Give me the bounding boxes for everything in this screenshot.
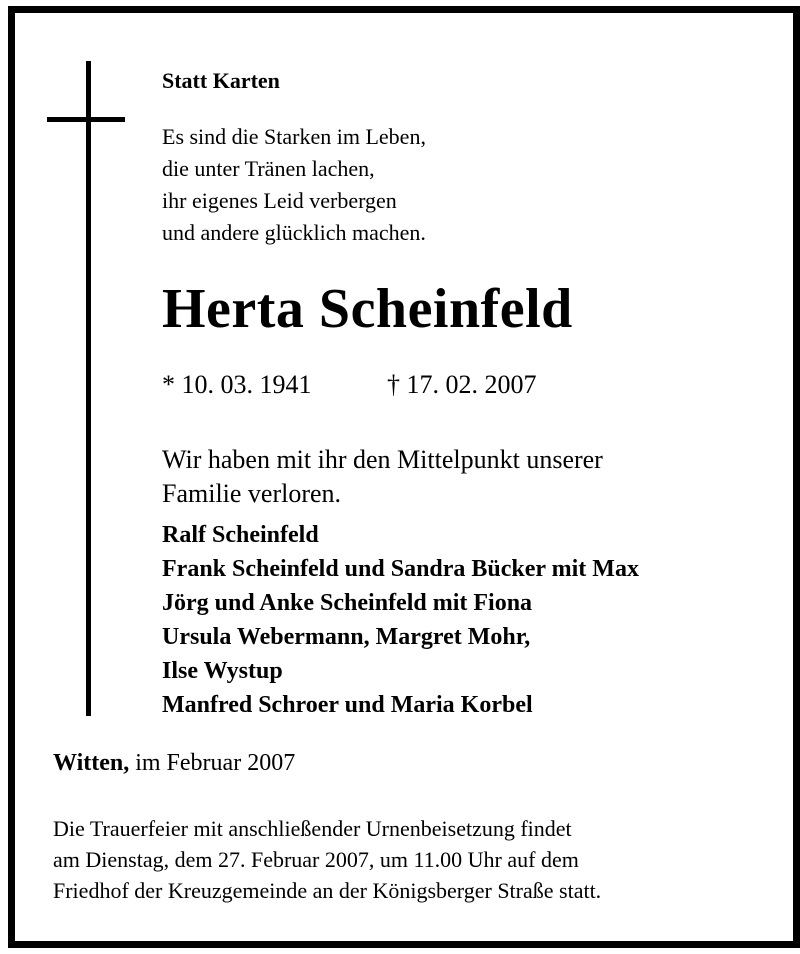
cross-icon-vertical bbox=[86, 61, 91, 716]
place-city: Witten, bbox=[53, 750, 130, 776]
signer: Ilse Wystup bbox=[162, 658, 283, 684]
signer: Ursula Webermann, Margret Mohr, bbox=[162, 624, 531, 650]
signer: Frank Scheinfeld und Sandra Bücker mit Max bbox=[162, 556, 639, 582]
signers-list bbox=[162, 518, 639, 722]
birth-date: * 10. 03. 1941 bbox=[162, 370, 312, 399]
place-and-date bbox=[53, 750, 295, 777]
cross-icon-horizontal bbox=[47, 117, 125, 122]
ceremony-line: Die Trauerfeier mit anschließender Urnenbeisetzung findet bbox=[53, 816, 572, 841]
verse-line: und andere glücklich machen. bbox=[162, 220, 426, 245]
signer: Manfred Schroer und Maria Korbel bbox=[162, 692, 533, 718]
header-statt-karten: Statt Karten bbox=[162, 68, 280, 93]
signer: Ralf Scheinfeld bbox=[162, 522, 319, 548]
death-date: † 17. 02. 2007 bbox=[387, 370, 537, 399]
verse-line: Es sind die Starken im Leben, bbox=[162, 124, 426, 149]
verse-line: ihr eigenes Leid verbergen bbox=[162, 188, 397, 213]
message-line: Wir haben mit ihr den Mittelpunkt unserer bbox=[162, 445, 603, 474]
ceremony-line: am Dienstag, dem 27. Februar 2007, um 11.00 Uhr auf dem bbox=[53, 847, 579, 872]
family-message bbox=[162, 443, 603, 511]
verse-line: die unter Tränen lachen, bbox=[162, 156, 375, 181]
place-date: im Februar 2007 bbox=[129, 750, 296, 776]
verse bbox=[162, 121, 426, 249]
message-line: Familie verloren. bbox=[162, 479, 342, 508]
deceased-name: Herta Scheinfeld bbox=[162, 278, 573, 340]
signer: Jörg und Anke Scheinfeld mit Fiona bbox=[162, 590, 533, 616]
obituary-notice bbox=[8, 6, 800, 948]
ceremony-info bbox=[53, 813, 601, 906]
ceremony-line: Friedhof der Kreuzgemeinde an der Königsberger Straße statt. bbox=[53, 878, 602, 903]
